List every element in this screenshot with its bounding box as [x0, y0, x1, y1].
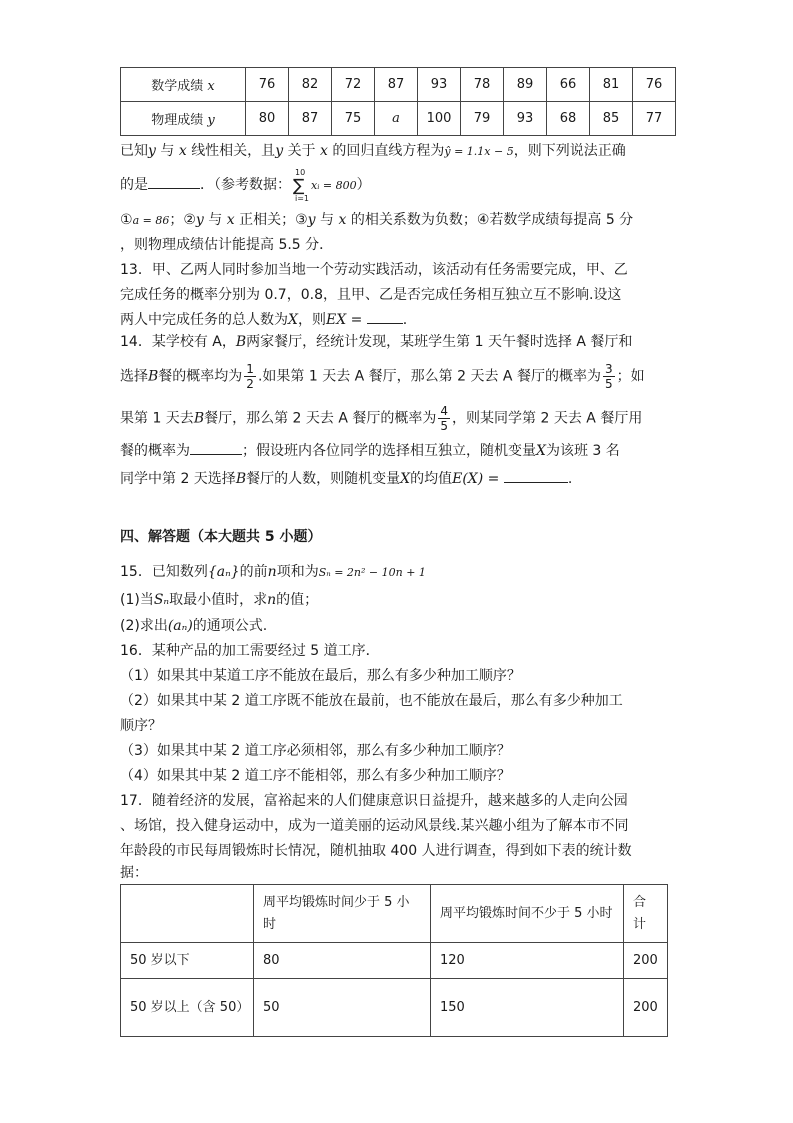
q13-line-2: 完成任务的概率分别为 0.7，0.8，且甲、乙是否完成任务相互独立互不影响.设这 — [120, 287, 622, 303]
fraction: $\frac{4}{5}$ — [440, 404, 449, 433]
q15-line-2: (1)当Sₙ取最小值时，求n的值； — [120, 592, 319, 608]
table-cell: 200 — [624, 943, 668, 979]
q15-line-1: 15．已知数列{aₙ}的前n项和为Sₙ = 2n² − 10n + 1 — [120, 564, 426, 580]
q14-line-4: 餐的概率为 ；假设班内各位同学的选择相互独立，随机变量X为该班 3 名 — [120, 440, 620, 460]
table-cell: 78 — [461, 68, 504, 102]
section-heading: 四、解答题（本大题共 5 小题） — [120, 529, 322, 545]
table-row — [121, 68, 676, 102]
table-cell: 50 岁以下 — [121, 943, 254, 979]
table-cell: 81 — [590, 68, 633, 102]
q17-line-3: 年龄段的市民每周锻炼时长情况，随机抽取 400 人进行调查，得到如下表的统计数 — [120, 843, 632, 859]
q12-line-1: 已知y 与 x 线性相关，且y 关于 x 的回归直线方程为ŷ = 1.1x − 5，则下列说法正确 — [120, 143, 626, 159]
table-cell: 76 — [246, 68, 289, 102]
table-cell: 75 — [332, 102, 375, 136]
answer-blank — [367, 309, 403, 324]
score-table — [120, 67, 676, 136]
answer-blank — [148, 174, 200, 189]
q14-line-2: 选择B餐的概率均为 $\frac{1}{2}$ .如果第 1 天去 A 餐厅，那么第 2 天去 A 餐厅的概率为 $\frac{3}{5}$ ；如 — [120, 362, 645, 391]
table-cell: 150 — [431, 979, 624, 1037]
q13-line-3: 两人中完成任务的总人数为X，则EX = . — [120, 309, 407, 329]
table-cell: 93 — [504, 102, 547, 136]
q16-line-6: （4）如果其中某 2 道工序不能相邻，那么有多少种加工顺序？ — [120, 768, 511, 784]
q14-line-1: 14．某学校有 A，B两家餐厅，经统计发现，某班学生第 1 天午餐时选择 A 餐厅和 — [120, 334, 633, 350]
table-cell: 72 — [332, 68, 375, 102]
table-cell: 80 — [246, 102, 289, 136]
q14-line-5: 同学中第 2 天选择B餐厅的人数，则随机变量X的均值E(X) = . — [120, 468, 572, 488]
table-cell: a — [375, 102, 418, 136]
row-header: 数学成绩 x — [121, 68, 246, 102]
q17-line-2: 、场馆，投入健身运动中，成为一道美丽的运动风景线.某兴趣小组为了解本市不同 — [120, 818, 629, 834]
table-row — [121, 943, 668, 979]
summation-symbol: 10 ∑ i=1 — [293, 168, 310, 203]
table-cell: 87 — [289, 102, 332, 136]
fraction: $\frac{3}{5}$ — [604, 362, 613, 391]
q17-line-4: 据： — [120, 865, 148, 881]
table-cell: 89 — [504, 68, 547, 102]
fraction: $\frac{1}{2}$ — [246, 362, 254, 391]
q16-line-3: （2）如果其中某 2 道工序既不能放在最前，也不能放在最后，那么有多少种加工 — [120, 693, 623, 709]
q16-line-1: 16．某种产品的加工需要经过 5 道工序． — [120, 643, 380, 659]
table-cell: 82 — [289, 68, 332, 102]
q13-line-1: 13．甲、乙两人同时参加当地一个劳动实践活动，该活动有任务需要完成，甲、乙 — [120, 262, 628, 278]
q16-line-4: 顺序？ — [120, 718, 162, 734]
table-cell: 120 — [431, 943, 624, 979]
q16-line-2: （1）如果其中某道工序不能放在最后，那么有多少种加工顺序？ — [120, 668, 521, 684]
table-cell: 76 — [633, 68, 676, 102]
table-row — [121, 102, 676, 136]
table-cell: 87 — [375, 68, 418, 102]
table-header-row — [121, 885, 668, 943]
header-cell — [121, 885, 254, 943]
q14-line-3: 果第 1 天去B餐厅，那么第 2 天去 A 餐厅的概率为 $\frac{4}{5}$ ，则某同学第 2 天去 A 餐厅用 — [120, 404, 643, 433]
table-cell: 66 — [547, 68, 590, 102]
table-cell: 50 岁以上（含 50） — [121, 979, 254, 1037]
table-cell: 50 — [254, 979, 431, 1037]
answer-blank — [190, 440, 242, 455]
q12-line-2: 的是 ．（参考数据： 10 ∑ i=1 xᵢ = 800） — [120, 168, 371, 203]
q15-line-3: (2)求出(aₙ)的通项公式. — [120, 618, 268, 634]
q12-line-4: ，则物理成绩估计能提高 5.5 分． — [120, 237, 334, 253]
header-cell: 周平均锻炼时间不少于 5 小时 — [431, 885, 624, 943]
table-cell: 93 — [418, 68, 461, 102]
answer-blank — [504, 468, 568, 483]
table-cell: 68 — [547, 102, 590, 136]
header-cell: 周平均锻炼时间少于 5 小时 — [254, 885, 431, 943]
table-cell: 100 — [418, 102, 461, 136]
stats-table — [120, 884, 668, 1037]
table-row — [121, 979, 668, 1037]
q16-line-5: （3）如果其中某 2 道工序必须相邻，那么有多少种加工顺序？ — [120, 743, 511, 759]
table-cell: 200 — [624, 979, 668, 1037]
header-cell: 合计 — [624, 885, 668, 943]
table-cell: 79 — [461, 102, 504, 136]
row-header: 物理成绩 y — [121, 102, 246, 136]
table-cell: 77 — [633, 102, 676, 136]
q17-line-1: 17．随着经济的发展，富裕起来的人们健康意识日益提升，越来越多的人走向公园 — [120, 793, 628, 809]
table-cell: 85 — [590, 102, 633, 136]
q12-line-3: ①a = 86；②y 与 x 正相关；③y 与 x 的相关系数为负数；④若数学成绩每提高 5 分 — [120, 212, 634, 228]
table-cell: 80 — [254, 943, 431, 979]
